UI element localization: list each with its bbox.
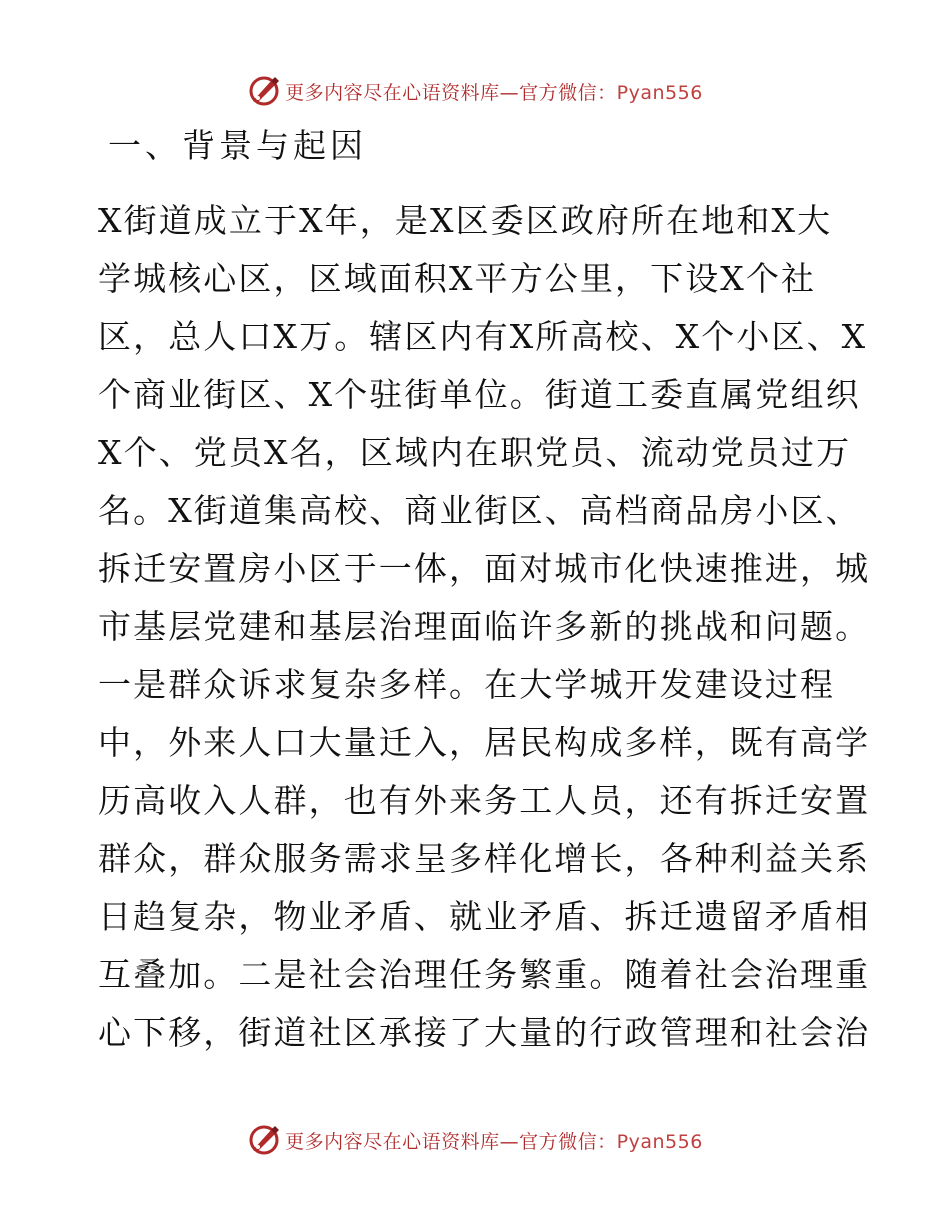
wechat-id: Pyan556: [616, 1130, 703, 1153]
body-paragraph: [98, 192, 871, 1062]
paragraph-line: 日趋复杂，物业矛盾、就业矛盾、拆迁遗留矛盾相: [98, 897, 871, 936]
banner-text: [285, 78, 703, 105]
wechat-id: Pyan556: [616, 81, 703, 104]
paragraph-line: 心下移，街道社区承接了大量的行政管理和社会治: [98, 1013, 871, 1052]
paragraph-line: 学城核心区，区域面积X平方公里，下设X个社: [98, 259, 817, 298]
paragraph-line: 中，外来人口大量迁入，居民构成多样，既有高学: [98, 723, 871, 762]
paragraph-line: X个、党员X名，区域内在职党员、流动党员过万: [98, 433, 852, 472]
banner-main-text: 更多内容尽在心语资料库—官方微信：: [285, 1130, 617, 1153]
paragraph-line: 名。X街道集高校、商业街区、高档商品房小区、: [98, 491, 861, 530]
paragraph-line: 市基层党建和基层治理面临许多新的挑战和问题。: [98, 607, 871, 646]
paragraph-line: 互叠加。二是社会治理任务繁重。随着社会治理重: [98, 955, 871, 994]
paragraph-line: 区，总人口X万。辖区内有X所高校、X个小区、X: [98, 317, 868, 356]
pen-logo-icon: [247, 74, 281, 108]
paragraph-line: 一是群众诉求复杂多样。在大学城开发建设过程: [98, 665, 836, 704]
paragraph-line: 个商业街区、X个驻街单位。街道工委直属党组织: [98, 375, 861, 414]
paragraph-line: 群众，群众服务需求呈多样化增长，各种利益关系: [98, 839, 871, 878]
header-banner: [0, 71, 950, 111]
banner-text: [285, 1127, 703, 1154]
footer-banner: [0, 1120, 950, 1160]
banner-main-text: 更多内容尽在心语资料库—官方微信：: [285, 81, 617, 104]
section-heading: 一、背景与起因: [108, 126, 367, 165]
paragraph-line: X街道成立于X年，是X区委区政府所在地和X大: [98, 201, 833, 240]
paragraph-line: 拆迁安置房小区于一体，面对城市化快速推进，城: [98, 549, 871, 588]
pen-logo-icon: [247, 1123, 281, 1157]
paragraph-line: 历高收入人群，也有外来务工人员，还有拆迁安置: [98, 781, 871, 820]
